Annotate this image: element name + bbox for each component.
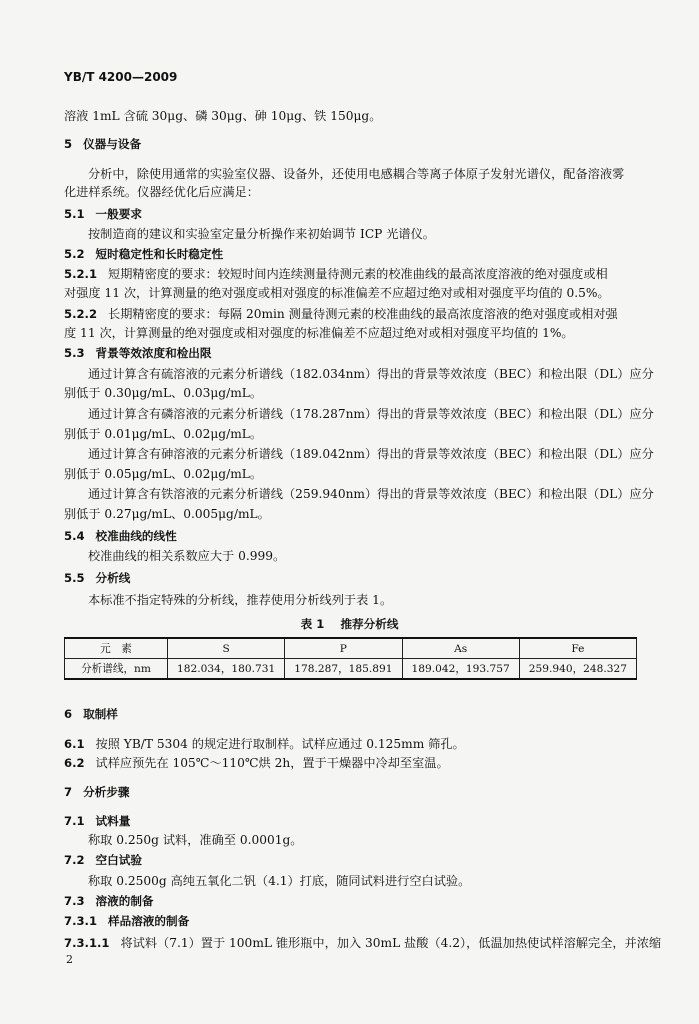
- paragraph-line: 称取 0.2500g 高纯五氧化二钒（4.1）打底，随同试料进行空白试验。: [88, 874, 471, 888]
- standard-code: YB/T 4200—2009: [64, 70, 178, 84]
- table-cell: 178.287，185.891: [285, 659, 402, 680]
- section-5-4-heading: [64, 528, 177, 544]
- section-number: 7.2: [64, 853, 85, 867]
- paragraph-line: 度 11 次，计算测量的绝对强度或相对强度的标准偏差不应超过绝对或相对强度平均值的 1%。: [64, 326, 574, 340]
- table-caption-title: 推荐分析线: [340, 617, 399, 631]
- section-title: 背景等效浓度和检出限: [95, 346, 212, 360]
- paragraph-line: 通过计算含有铁溶液的元素分析谱线（259.940nm）得出的背景等效浓度（BEC）和检出限（DL）应分: [88, 487, 654, 501]
- section-title: 一般要求: [95, 207, 142, 221]
- section-7-3-heading: [64, 893, 154, 909]
- section-number: 7.1: [64, 814, 85, 828]
- section-5-heading: [64, 136, 141, 152]
- paragraph-line: 分析中，除使用通常的实验室仪器、设备外，还使用电感耦合等离子体原子发射光谱仪，配备溶液雾: [88, 167, 625, 181]
- section-title: 空白试验: [95, 853, 142, 867]
- section-5-3-heading: [64, 345, 212, 361]
- section-title: 分析线: [95, 571, 131, 585]
- recommended-lines-table: [64, 637, 637, 680]
- section-title: 校准曲线的线性: [95, 529, 177, 543]
- section-text: 将试料（7.1）置于 100mL 锥形瓶中，加入 30mL 盐酸（4.2），低温加热使试样溶解完全，并浓缩: [120, 936, 662, 950]
- section-number: 5.2.2: [64, 307, 98, 321]
- paragraph-line: 别低于 0.01μg/mL、0.02μg/mL。: [64, 427, 263, 441]
- table-header-cell: As: [402, 638, 519, 659]
- paragraph-line: 通过计算含有硫溶液的元素分析谱线（182.034nm）得出的背景等效浓度（BEC）和检出限（DL）应分: [88, 367, 654, 381]
- table-row: [65, 659, 637, 680]
- section-text: 按照 YB/T 5304 的规定进行取制样。试样应通过 0.125mm 筛孔。: [95, 737, 465, 751]
- section-7-heading: [64, 784, 129, 800]
- paragraph-line: 化进样系统。仪器经优化后应满足：: [64, 185, 259, 199]
- table-cell: 189.042，193.757: [402, 659, 519, 680]
- paragraph-line: 溶液 1mL 含硫 30μg、磷 30μg、砷 10μg、铁 150μg。: [64, 109, 382, 123]
- section-5-2-2-line: [64, 306, 618, 322]
- section-number: 7: [64, 785, 73, 799]
- section-6-1-line: [64, 736, 465, 752]
- section-number: 6.2: [64, 756, 85, 770]
- section-number: 7.3.1: [64, 914, 98, 928]
- table-cell: 259.940，248.327: [519, 659, 636, 680]
- section-text: 试样应预先在 105℃～110℃烘 2h，置于干燥器中冷却至室温。: [95, 756, 449, 770]
- paragraph-line: 别低于 0.05μg/mL、0.02μg/mL。: [64, 467, 263, 481]
- paragraph-line: 通过计算含有砷溶液的元素分析谱线（189.042nm）得出的背景等效浓度（BEC）和检出限（DL）应分: [88, 447, 654, 461]
- section-title: 分析步骤: [83, 785, 130, 799]
- page-number: 2: [66, 953, 73, 966]
- table-header-cell: S: [168, 638, 285, 659]
- section-number: 7.3.1.1: [64, 936, 110, 950]
- section-number: 6.1: [64, 737, 85, 751]
- section-7-3-1-1-line: [64, 935, 661, 951]
- section-title: 仪器与设备: [83, 137, 142, 151]
- section-6-2-line: [64, 755, 449, 771]
- section-text: 长期精密度的要求：每隔 20min 测量待测元素的校准曲线的最高浓度溶液的绝对强度或相对强: [108, 307, 618, 321]
- section-text: 短期精密度的要求：较短时间内连续测量待测元素的校准曲线的最高浓度溶液的绝对强度或相: [108, 267, 608, 281]
- section-title: 短时稳定性和长时稳定性: [95, 247, 224, 261]
- section-title: 样品溶液的制备: [108, 914, 190, 928]
- paragraph-line: 别低于 0.30μg/mL、0.03μg/mL。: [64, 386, 263, 400]
- section-number: 5.3: [64, 346, 85, 360]
- section-7-1-heading: [64, 813, 130, 829]
- section-title: 溶液的制备: [95, 894, 154, 908]
- section-number: 5.5: [64, 571, 85, 585]
- section-5-5-heading: [64, 570, 130, 586]
- table-header-cell: Fe: [519, 638, 636, 659]
- section-5-2-1-line: [64, 266, 608, 282]
- paragraph-line: 对强度 11 次，计算测量的绝对强度或相对强度的标准偏差不应超过绝对或相对强度平均值的 0.5%。: [64, 286, 610, 300]
- paragraph-line: 校准曲线的相关系数应大于 0.999。: [88, 549, 286, 563]
- paragraph-line: 本标准不指定特殊的分析线，推荐使用分析线列于表 1。: [88, 593, 393, 607]
- table-header-row: [65, 638, 637, 659]
- table-caption: [0, 616, 699, 632]
- table-header-cell: P: [285, 638, 402, 659]
- section-title: 试料量: [95, 814, 131, 828]
- section-7-3-1-heading: [64, 913, 189, 929]
- section-number: 5.2.1: [64, 267, 98, 281]
- table-cell: 182.034，180.731: [168, 659, 285, 680]
- table-caption-number: 表 1: [300, 617, 325, 631]
- paragraph-line: 按制造商的建议和实验室定量分析操作来初始调节 ICP 光谱仪。: [88, 227, 435, 241]
- section-7-2-heading: [64, 852, 142, 868]
- section-number: 5.1: [64, 207, 85, 221]
- section-5-1-heading: [64, 206, 142, 222]
- table-header-label: 元 素: [65, 638, 168, 659]
- section-number: 7.3: [64, 894, 85, 908]
- section-number: 5.4: [64, 529, 85, 543]
- section-title: 取制样: [83, 707, 118, 721]
- section-number: 5: [64, 137, 73, 151]
- section-number: 5.2: [64, 247, 85, 261]
- section-5-2-heading: [64, 246, 223, 262]
- table-row-label: 分析谱线，nm: [65, 659, 168, 680]
- paragraph-line: 称取 0.250g 试料，准确至 0.0001g。: [88, 833, 303, 847]
- section-6-heading: [64, 706, 118, 722]
- paragraph-line: 别低于 0.27μg/mL、0.005μg/mL。: [64, 507, 270, 521]
- paragraph-line: 通过计算含有磷溶液的元素分析谱线（178.287nm）得出的背景等效浓度（BEC）和检出限（DL）应分: [88, 407, 654, 421]
- section-number: 6: [64, 707, 73, 721]
